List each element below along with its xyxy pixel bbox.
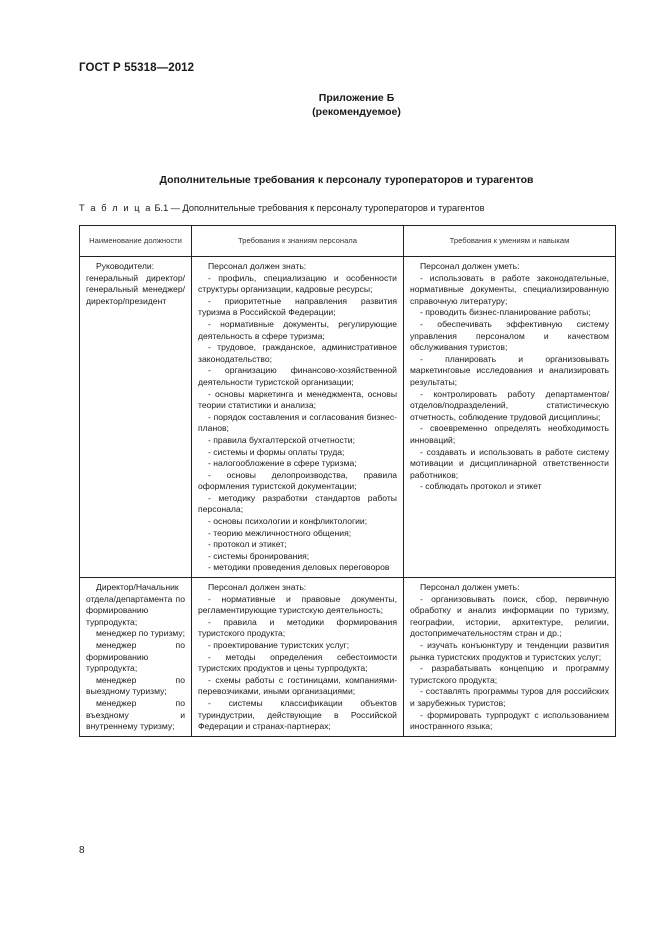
list-item: - разрабатывать концепцию и программу туристского продукта; <box>410 663 609 685</box>
table-caption <box>79 203 485 213</box>
column-header: Наименование должности <box>80 226 192 257</box>
list-item: - создавать и использовать в работе систему мотивации и дисциплинарной ответственности работников; <box>410 446 609 480</box>
list-item: - своевременно определять необходимость инноваций; <box>410 423 609 445</box>
list-item: - трудовое, гражданское, административное законодательство; <box>198 342 397 364</box>
list-item: - нормативные документы, регулирующие деятельность в сфере туризма; <box>198 318 397 341</box>
list-item: - планировать и организовывать маркетинговые исследования и анализировать результаты; <box>410 353 609 387</box>
page-number: 8 <box>79 845 85 856</box>
table-caption-prefix: Т а б л и ц а <box>79 203 152 213</box>
table-row <box>80 257 616 578</box>
position-cell <box>80 257 192 578</box>
list-item: - методики проведения деловых переговоров <box>208 562 390 573</box>
list-item: Персонал должен знать: <box>208 582 307 593</box>
column-header: Требования к знаниям персонала <box>192 226 404 257</box>
list-item: - приоритетные направления развития туризма в Российской Федерации; <box>198 295 397 318</box>
list-item: - контролировать работу департаментов/отделов/подразделений, статистическую отчетность, соблюдение трудовой дисциплины; <box>410 388 609 422</box>
list-item: - порядок составления и согласования бизнес-планов; <box>198 411 397 434</box>
position-text: Директор/Начальник отдела/департамента по формированию турпродукта; <box>86 582 185 627</box>
list-item: - составлять программы туров для российских и зарубежных туристов; <box>410 686 609 708</box>
knowledge-cell <box>192 578 404 737</box>
skills-cell <box>404 257 616 578</box>
table-row <box>80 578 616 737</box>
list-item: - системы и формы оплаты труда; <box>208 446 345 457</box>
position-text: менеджер по туризму; <box>96 628 185 639</box>
list-item: - проектирование туристских услуг; <box>208 640 350 650</box>
list-item: - использовать в работе законодательные, нормативные документы, специализированную справочную литературу; <box>410 272 609 306</box>
list-item: - проводить бизнес-планирование работы; <box>420 307 591 318</box>
appendix-title: Приложение Б <box>318 92 395 104</box>
position-text: менеджер по въездному и внутреннему туризму; <box>86 697 185 732</box>
list-item: - профиль, специализацию и особенности структуры организации, кадровые ресурсы; <box>198 272 397 295</box>
list-item: Персонал должен знать: <box>208 261 307 271</box>
list-item: Персонал должен уметь: <box>420 261 520 271</box>
requirements-table <box>79 225 616 737</box>
column-header: Требования к умениям и навыкам <box>404 226 616 257</box>
list-item: - основы делопроизводства, правила оформления туристской документации; <box>198 469 397 492</box>
list-item: - налогообложение в сфере туризма; <box>208 458 357 469</box>
list-item: - основы психологии и конфликтологии; <box>208 516 368 527</box>
list-item: - организацию финансово-хозяйственной деятельности туристской организации; <box>198 365 397 387</box>
list-item: - правила бухгалтерской отчетности; <box>208 434 355 445</box>
list-item: - формировать турпродукт с использованием иностранного языка; <box>410 709 609 732</box>
position-cell <box>80 578 192 737</box>
position-text: Руководители: генеральный директор/генеральный менеджер/директор/президент <box>86 261 185 306</box>
list-item: Персонал должен уметь: <box>420 582 520 593</box>
list-item: - организовывать поиск, сбор, первичную обработку и анализ информации по туризму, географии, истории, архитектуре, религии, достопримечательностям стран и др.; <box>410 593 609 639</box>
list-item: - схемы работы с гостиницами, компаниями-перевозчиками, иными организациями; <box>198 674 397 697</box>
list-item: - протокол и этикет; <box>208 539 287 550</box>
list-item: - методы определения себестоимости туристских продуктов и цены турпродукта; <box>198 651 397 674</box>
list-item: - методику разработки стандартов работы персонала; <box>198 492 397 515</box>
knowledge-cell <box>192 257 404 578</box>
list-item: - теорию межличностного общения; <box>208 527 352 538</box>
section-heading-text: Дополнительные требования к персоналу туроператоров и турагентов <box>159 174 534 186</box>
section-heading <box>0 174 661 186</box>
appendix-note: (рекомендуемое) <box>312 106 401 118</box>
standard-number: ГОСТ Р 55318—2012 <box>79 62 195 74</box>
list-item: - соблюдать протокол и этикет <box>420 481 542 492</box>
skills-cell <box>404 578 616 737</box>
list-item: - обеспечивать эффективную систему управления персоналом и качеством обслуживания туристов; <box>410 318 609 353</box>
list-item: - нормативные и правовые документы, регламентирующие туристскую деятельность; <box>198 593 397 616</box>
position-text: менеджер по формированию турпродукта; <box>86 640 185 674</box>
list-item: - изучать конъюнктуру и тенденции развития рынка туристских продуктов и туристских услуг; <box>410 640 609 662</box>
appendix-block <box>0 91 661 119</box>
list-item: - системы классификации объектов туриндустрии, действующие в Российской Федерации и странах-партнерах; <box>198 697 397 732</box>
table-header-row <box>80 226 616 257</box>
table-caption-text: Б.1 — Дополнительные требования к персоналу туроператоров и турагентов <box>154 203 485 213</box>
list-item: - правила и методики формирования туристского продукта; <box>198 616 397 639</box>
list-item: - системы бронирования; <box>208 550 310 561</box>
list-item: - основы маркетинга и менеджмента, основы теории статистики и анализа; <box>198 388 397 411</box>
position-text: менеджер по выездному туризму; <box>86 674 185 697</box>
